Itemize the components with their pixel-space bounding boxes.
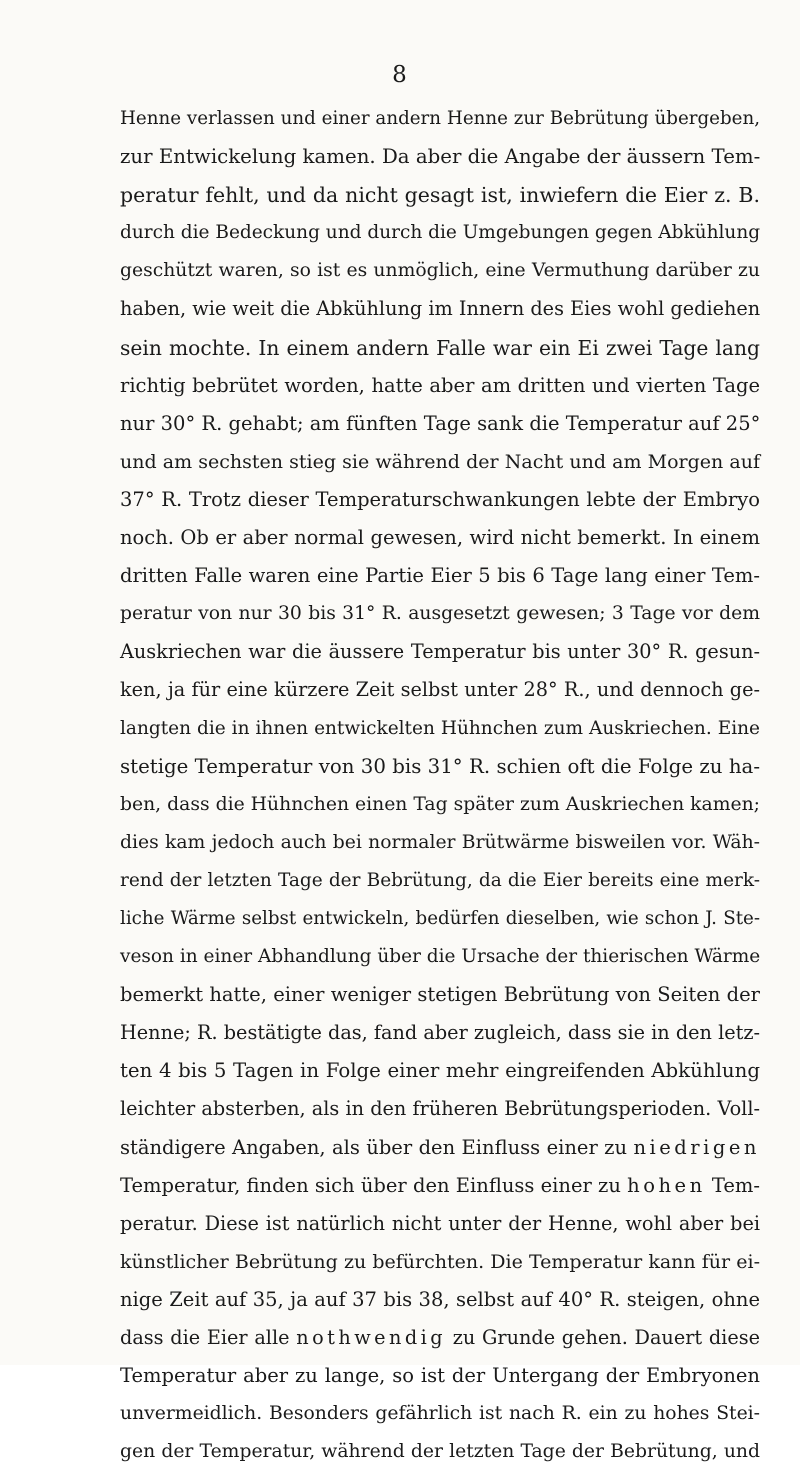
text-line: Henne; R. bestätigte das, fand aber zugleich, dass sie in den letz- — [120, 1021, 760, 1045]
text-line: bemerkt hatte, einer weniger stetigen Bebrütung von Seiten der — [120, 983, 760, 1007]
text-line: ten 4 bis 5 Tagen in Folge einer mehr eingreifenden Abkühlung — [120, 1059, 760, 1083]
text-line: Auskriechen war die äussere Temperatur bis unter 30° R. gesun- — [120, 640, 760, 664]
text-line: langten die in ihnen entwickelten Hühnchen zum Auskriechen. Eine — [120, 717, 760, 739]
text-line: durch die Bedeckung und durch die Umgebungen gegen Abkühlung — [120, 222, 761, 244]
text-line: rend der letzten Tage der Bebrütung, da die Eier bereits eine merk- — [120, 869, 760, 891]
emphasized-word: nothwendig — [296, 1326, 447, 1349]
text-line: unvermeidlich. Besonders gefährlich ist nach R. ein zu hohes Stei- — [120, 1403, 760, 1425]
text-line: leichter absterben, als in den früheren Bebrütungsperioden. Voll- — [120, 1097, 760, 1121]
text-line: gen der Temperatur, während der letzten Tage der Bebrütung, und — [120, 1441, 760, 1463]
text-line: nur 30° R. gehabt; am fünften Tage sank die Temperatur auf 25° — [120, 411, 761, 435]
text-line: und am sechsten stieg sie während der Nacht und am Morgen auf — [120, 450, 760, 473]
text-line — [120, 1319, 760, 1357]
emphasized-word: hohen — [627, 1173, 706, 1197]
text-line: stetige Temperatur von 30 bis 31° R. schien oft die Folge zu ha- — [120, 754, 760, 778]
text-line: liche Wärme selbst entwickeln, bedürfen dieselben, wie schon J. Ste- — [120, 907, 760, 929]
text-line: zur Entwickelung kamen. Da aber die Angabe der äussern Tem- — [120, 145, 761, 169]
page-number: 8 — [392, 62, 408, 88]
text-line — [120, 1167, 760, 1205]
text-segment: dass die Eier alle — [120, 1326, 297, 1349]
emphasized-word: niedrigen — [633, 1135, 760, 1159]
text-line: Henne verlassen und einer andern Henne zur Bebrütung übergeben, — [120, 108, 760, 129]
text-line: peratur von nur 30 bis 31° R. ausgesetzt gewesen; 3 Tage vor dem — [120, 603, 760, 625]
body-text — [120, 100, 760, 1471]
text-line: peratur fehlt, und da nicht gesagt ist, inwiefern die Eier z. B. — [120, 183, 760, 208]
text-line: noch. Ob er aber normal gewesen, wird nicht bemerkt. In einem — [120, 526, 760, 550]
text-line: ben, dass die Hühnchen einen Tag später zum Auskriechen kamen; — [120, 793, 760, 815]
text-segment: Temperatur, finden sich über den Einfluss einer zu — [120, 1173, 628, 1197]
text-segment: Tem- — [705, 1173, 761, 1197]
text-line: Temperatur aber zu lange, so ist der Untergang der Embryonen — [120, 1364, 760, 1388]
text-line: sein mochte. In einem andern Falle war ein Ei zwei Tage lang — [120, 335, 760, 360]
text-line: dritten Falle waren eine Partie Eier 5 bis 6 Tage lang einer Tem- — [120, 564, 760, 588]
text-line: veson in einer Abhandlung über die Ursache der thierischen Wärme — [120, 946, 761, 968]
text-line: dies kam jedoch auch bei normaler Brütwärme bisweilen vor. Wäh- — [120, 831, 760, 853]
text-segment: zu Grunde gehen. Dauert diese — [446, 1326, 760, 1349]
text-line: geschützt waren, so ist es unmöglich, eine Vermuthung darüber zu — [120, 260, 760, 282]
text-line: 37° R. Trotz dieser Temperaturschwankungen lebte der Embryo — [120, 487, 760, 511]
text-line: nige Zeit auf 35, ja auf 37 bis 38, selbst auf 40° R. steigen, ohne — [120, 1287, 760, 1311]
text-line: peratur. Diese ist natürlich nicht unter der Henne, wohl aber bei — [120, 1211, 760, 1235]
text-line — [120, 1129, 760, 1167]
text-segment: ständigere Angaben, als über den Einfluss einer zu — [120, 1135, 634, 1159]
text-line: haben, wie weit die Abkühlung im Innern des Eies wohl gediehen — [120, 297, 761, 321]
text-line: richtig bebrütet worden, hatte aber am dritten und vierten Tage — [120, 373, 760, 397]
text-line: künstlicher Bebrütung zu befürchten. Die Temperatur kann für ei- — [120, 1250, 760, 1273]
text-line: ken, ja für eine kürzere Zeit selbst unter 28° R., und dennoch ge- — [120, 678, 760, 702]
